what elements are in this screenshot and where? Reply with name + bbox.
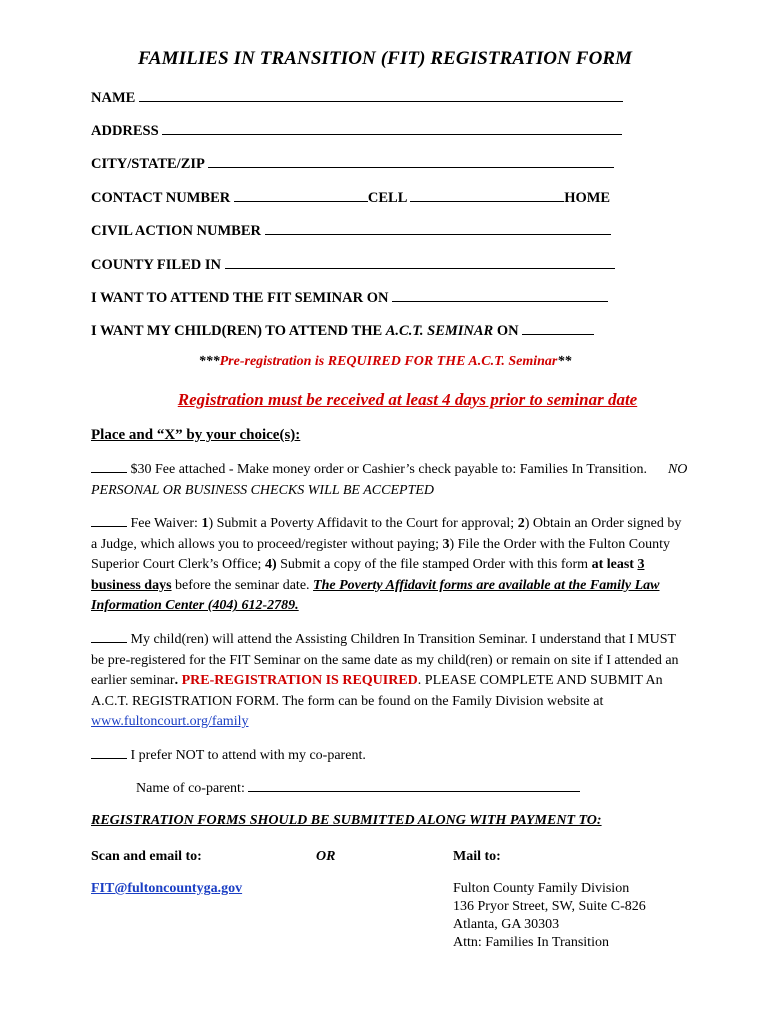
act-text-dot: . bbox=[174, 673, 179, 689]
option-fee-waiver bbox=[91, 513, 691, 617]
home-label: HOME bbox=[564, 190, 611, 206]
name-label: NAME bbox=[91, 90, 136, 106]
option-act-seminar bbox=[91, 629, 691, 733]
fee-checkbox-line[interactable] bbox=[91, 459, 127, 473]
act-pre-registration-required: PRE-REGISTRATION IS REQUIRED bbox=[178, 673, 418, 689]
mail-to-label: Mail to: bbox=[453, 849, 501, 864]
option-fee bbox=[91, 459, 691, 501]
pre-registration-stars-right: ** bbox=[557, 354, 572, 369]
fit-seminar-label: I WANT TO ATTEND THE FIT SEMINAR ON bbox=[91, 290, 389, 306]
address-line: 136 Pryor Street, SW, Suite C-826 bbox=[453, 899, 646, 914]
deadline-warning: Registration must be received at least 4 days prior to seminar date bbox=[177, 390, 638, 409]
act-seminar-label-suffix: ON bbox=[493, 323, 519, 339]
civil-action-number-field bbox=[91, 221, 611, 240]
city-state-zip-label: CITY/STATE/ZIP bbox=[91, 156, 205, 172]
act-seminar-label-italic: A.C.T. SEMINAR bbox=[385, 323, 494, 339]
cell-input-line[interactable] bbox=[234, 188, 368, 202]
waiver-step-4: 4) bbox=[264, 557, 277, 573]
email-link[interactable]: FIT@fultoncountyga.gov bbox=[91, 881, 243, 896]
waiver-text-5: Submit a copy of the file stamped Order with this form bbox=[276, 557, 592, 573]
name-field bbox=[91, 88, 623, 107]
home-input-line[interactable] bbox=[410, 188, 564, 202]
civil-action-number-input-line[interactable] bbox=[265, 221, 611, 235]
address-line: Attn: Families In Transition bbox=[453, 935, 609, 950]
coparent-text: I prefer NOT to attend with my co-parent. bbox=[127, 748, 366, 763]
name-input-line[interactable] bbox=[139, 88, 623, 102]
pre-registration-stars-left: *** bbox=[198, 354, 220, 369]
address-line: Atlanta, GA 30303 bbox=[453, 917, 560, 932]
fit-seminar-field bbox=[91, 288, 608, 307]
act-text-1: My child(ren) will attend the Assisting Children In Transition Seminar. I understand that I MUST be pre-registered for the FIT Seminar on the same date as my child(ren) or remain on site if I attended an earlier seminar bbox=[91, 632, 679, 689]
waiver-text-1: Fee Waiver: bbox=[127, 516, 202, 531]
poverty-affidavit-info: The Poverty Affidavit forms are available at the Family Law Information Center (404) 612-2789. bbox=[91, 577, 660, 614]
waiver-bold-at-least: at least bbox=[591, 557, 638, 573]
mailing-address bbox=[453, 880, 646, 952]
county-filed-in-field bbox=[91, 255, 615, 274]
fee-waiver-checkbox-line[interactable] bbox=[91, 513, 127, 527]
fit-seminar-input-line[interactable] bbox=[392, 288, 608, 302]
waiver-step-3: 3 bbox=[442, 536, 450, 552]
act-checkbox-line[interactable] bbox=[91, 629, 127, 643]
contact-number-label: CONTACT NUMBER bbox=[91, 190, 231, 206]
fee-text: $30 Fee attached - Make money order or Cashier’s check payable to: Families In Transition. bbox=[127, 462, 647, 477]
form-title: FAMILIES IN TRANSITION (FIT) REGISTRATION FORM bbox=[137, 48, 633, 69]
address-line: Fulton County Family Division bbox=[453, 881, 630, 896]
contact-number-field bbox=[91, 188, 610, 207]
choices-heading: Place and “X” by your choice(s): bbox=[91, 427, 301, 443]
waiver-text-3: ) Obtain an Order signed by a Judge, which allows you to proceed/register without paying; bbox=[91, 516, 682, 552]
waiver-step-1: 1 bbox=[201, 516, 209, 531]
or-label: OR bbox=[316, 849, 336, 864]
option-coparent bbox=[91, 745, 691, 767]
fee-no-checks-notice: NO PERSONAL OR BUSINESS CHECKS WILL BE ACCEPTED bbox=[91, 462, 688, 498]
county-filed-in-input-line[interactable] bbox=[225, 255, 615, 269]
waiver-step-2: 2 bbox=[517, 516, 525, 531]
family-division-link[interactable]: www.fultoncourt.org/family bbox=[91, 714, 249, 730]
coparent-name-input-line[interactable] bbox=[248, 778, 580, 792]
act-seminar-label-prefix: I WANT MY CHILD(REN) TO ATTEND THE bbox=[91, 323, 386, 339]
scan-email-label: Scan and email to: bbox=[91, 849, 202, 864]
waiver-bold-business-days: 3 business days bbox=[91, 557, 645, 593]
coparent-name-field bbox=[136, 778, 696, 800]
pre-registration-note bbox=[0, 354, 770, 370]
act-text-2: . PLEASE COMPLETE AND SUBMIT An A.C.T. REGISTRATION FORM. The form can be found on the Family Division website at bbox=[91, 673, 663, 709]
city-state-zip-input-line[interactable] bbox=[208, 154, 614, 168]
coparent-checkbox-line[interactable] bbox=[91, 745, 127, 759]
county-filed-in-label: COUNTY FILED IN bbox=[91, 257, 221, 273]
act-seminar-input-line[interactable] bbox=[522, 321, 594, 335]
city-state-zip-field bbox=[91, 154, 614, 173]
act-seminar-field bbox=[91, 321, 594, 340]
address-input-line[interactable] bbox=[162, 121, 622, 135]
pre-registration-text: Pre-registration is REQUIRED FOR THE A.C.T. Seminar bbox=[219, 354, 558, 369]
address-label: ADDRESS bbox=[91, 123, 159, 139]
coparent-name-label: Name of co-parent: bbox=[136, 781, 249, 796]
submission-heading: REGISTRATION FORMS SHOULD BE SUBMITTED ALONG WITH PAYMENT TO: bbox=[91, 813, 602, 828]
waiver-text-2: ) Submit a Poverty Affidavit to the Court for approval; bbox=[208, 516, 518, 531]
cell-label: CELL bbox=[367, 190, 407, 206]
address-field bbox=[91, 121, 622, 140]
waiver-text-4: ) File the Order with the Fulton County Superior Court Clerk’s Office; bbox=[91, 536, 670, 573]
civil-action-number-label: CIVIL ACTION NUMBER bbox=[91, 223, 261, 239]
waiver-text-6: before the seminar date. bbox=[171, 577, 314, 593]
